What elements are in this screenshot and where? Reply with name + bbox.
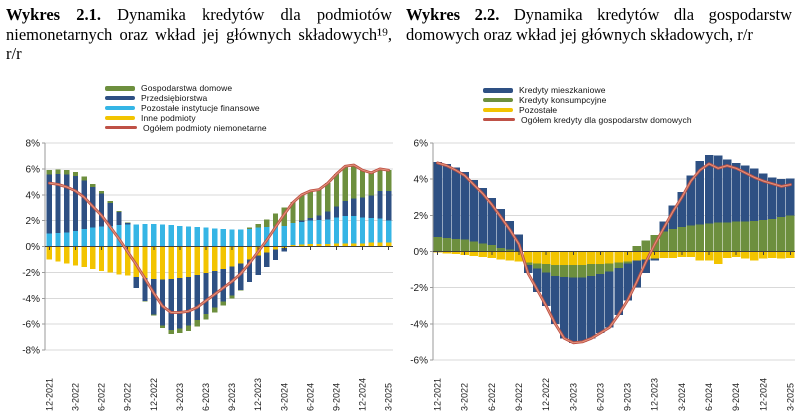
svg-text:0%: 0% xyxy=(25,242,40,253)
legend-label: Kredyty konsumpcyjne xyxy=(519,95,607,106)
svg-text:-6%: -6% xyxy=(410,355,428,367)
legend-item xyxy=(105,113,267,122)
legend-label: Przedsiębiorstwa xyxy=(141,93,208,104)
svg-text:6-2024: 6-2024 xyxy=(704,382,715,411)
legend-item xyxy=(483,86,692,95)
legend-item xyxy=(105,123,267,132)
svg-text:3-2024: 3-2024 xyxy=(676,382,687,411)
chart-2-2-plot xyxy=(400,130,800,417)
legend-label: Kredyty mieszkaniowe xyxy=(519,85,606,96)
chart-2-2-title-text: Dynamika kredytów dla gospodarstw domowych oraz wkład jej głównych składowych, r/r xyxy=(406,5,792,44)
chart-2-1-plot xyxy=(0,130,400,417)
legend-item xyxy=(105,84,267,93)
svg-text:-4%: -4% xyxy=(22,293,40,305)
svg-text:3-2023: 3-2023 xyxy=(174,382,185,411)
svg-text:6%: 6% xyxy=(413,138,428,150)
svg-text:0%: 0% xyxy=(413,247,428,258)
chart-2-1-title-label: Wykres 2.1. xyxy=(6,5,101,24)
svg-text:4%: 4% xyxy=(25,190,40,202)
svg-text:-6%: -6% xyxy=(22,319,40,331)
legend-label: Pozostałe instytucje finansowe xyxy=(141,103,260,113)
svg-text:9-2023: 9-2023 xyxy=(227,382,238,411)
svg-text:9-2024: 9-2024 xyxy=(331,382,342,411)
legend-item xyxy=(483,106,692,115)
legend-label: Ogółem podmioty niemonetarne xyxy=(143,122,267,133)
svg-text:12-2022: 12-2022 xyxy=(541,377,552,411)
svg-text:6-2022: 6-2022 xyxy=(96,382,107,411)
legend-item xyxy=(483,96,692,105)
chart-2-2-legend xyxy=(483,86,692,124)
legend-label: Ogółem kredyty dla gospodarstw domowych xyxy=(521,114,692,125)
legend-item xyxy=(105,94,267,103)
svg-text:2%: 2% xyxy=(413,210,428,222)
svg-text:12-2021: 12-2021 xyxy=(44,377,55,411)
svg-text:3-2025: 3-2025 xyxy=(383,382,394,411)
svg-text:6-2024: 6-2024 xyxy=(305,382,316,411)
svg-text:12-2024: 12-2024 xyxy=(357,377,368,411)
svg-text:12-2021: 12-2021 xyxy=(432,377,443,411)
svg-text:9-2022: 9-2022 xyxy=(122,382,133,411)
legend-item xyxy=(105,104,267,113)
svg-text:6-2023: 6-2023 xyxy=(595,382,606,411)
svg-text:6-2022: 6-2022 xyxy=(486,382,497,411)
legend-swatch-navy xyxy=(483,88,513,93)
svg-text:3-2022: 3-2022 xyxy=(70,382,81,411)
legend-swatch-navy xyxy=(105,96,135,101)
chart-2-1-title xyxy=(6,5,392,64)
chart-2-2-title-label: Wykres 2.2. xyxy=(406,5,500,24)
legend-swatch-green xyxy=(105,86,135,91)
legend-label: Pozostałe xyxy=(519,105,558,115)
svg-text:12-2023: 12-2023 xyxy=(253,377,264,411)
legend-swatch-total-line xyxy=(105,126,137,129)
svg-text:12-2022: 12-2022 xyxy=(148,377,159,411)
legend-label: Gospodarstwa domowe xyxy=(141,83,233,94)
svg-text:9-2024: 9-2024 xyxy=(731,382,742,411)
svg-text:9-2023: 9-2023 xyxy=(622,382,633,411)
legend-item xyxy=(483,115,692,124)
svg-text:12-2023: 12-2023 xyxy=(649,377,660,411)
svg-text:3-2025: 3-2025 xyxy=(785,382,796,411)
chart-2-1-title-text: Dynamika kredytów dla podmiotów niemonetarnych oraz wkład jej głównych składowych¹⁹, r/r xyxy=(6,5,392,63)
svg-text:-4%: -4% xyxy=(410,319,428,331)
svg-text:-8%: -8% xyxy=(22,345,40,357)
svg-text:6-2023: 6-2023 xyxy=(200,382,211,411)
svg-text:3-2023: 3-2023 xyxy=(568,382,579,411)
legend-swatch-yellow xyxy=(483,108,513,113)
svg-text:6%: 6% xyxy=(25,164,40,176)
legend-swatch-total-line xyxy=(483,118,515,121)
chart-2-1-legend xyxy=(105,84,267,132)
svg-text:2%: 2% xyxy=(25,216,40,228)
legend-swatch-green xyxy=(483,98,513,103)
legend-label: Inne podmioty xyxy=(141,112,196,123)
svg-text:-2%: -2% xyxy=(22,267,40,279)
svg-text:9-2022: 9-2022 xyxy=(513,382,524,411)
svg-text:3-2022: 3-2022 xyxy=(459,382,470,411)
svg-text:-2%: -2% xyxy=(410,283,428,295)
svg-text:4%: 4% xyxy=(413,174,428,186)
svg-text:12-2024: 12-2024 xyxy=(758,377,769,411)
legend-swatch-cyan xyxy=(105,106,135,111)
legend-swatch-yellow xyxy=(105,116,135,121)
svg-text:8%: 8% xyxy=(25,138,40,150)
svg-text:3-2024: 3-2024 xyxy=(279,382,290,411)
chart-2-2-title xyxy=(406,5,792,44)
